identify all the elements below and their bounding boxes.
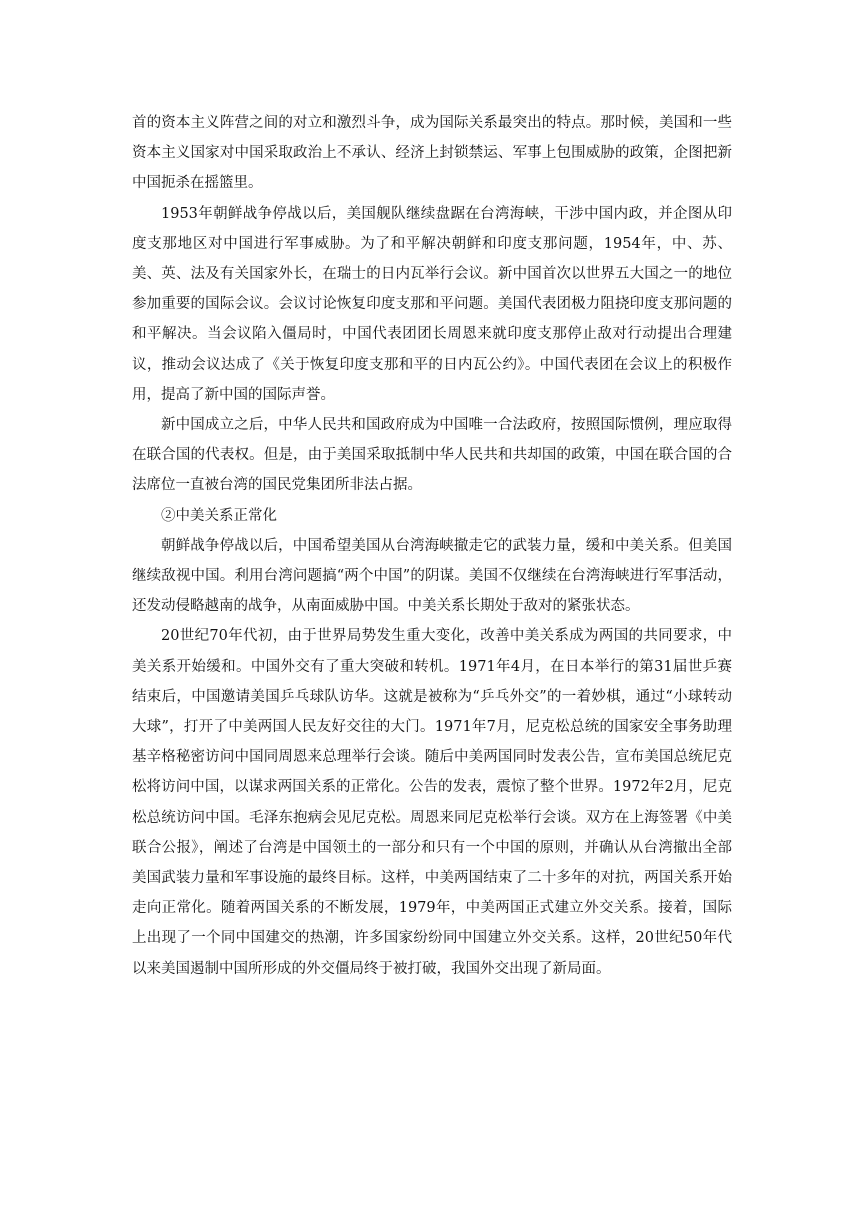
paragraph-continuation: 首的资本主义阵营之间的对立和激烈斗争，成为国际关系最突出的特点。那时候，美国和一些资本主义国家对中国采取政治上不承认、经济上封锁禁运、军事上包围威胁的政策，企图把新中国扼杀在摇篮里。 xyxy=(132,115,732,192)
paragraph-un-seat: 新中国成立之后，中华人民共和国政府成为中国唯一合法政府，按照国际惯例，理应取得在联合国的代表权。但是，由于美国采取抵制中华人民共和共却国的政策，中国在联合国的合法席位一直被台湾的国民党集团所非法占据。 xyxy=(132,417,732,494)
paragraph-normalization: 20世纪70年代初，由于世界局势发生重大变化，改善中美关系成为两国的共同要求，中美关系开始缓和。中国外交有了重大突破和转机。1971年4月，在日本举行的第31届世乒赛结束后，中国邀请美国乒乓球队访华。这就是被称为“乒乓外交”的一着妙棋，通过“小球转动大球”，打开了中美两国人民友好交往的大门。1971年7月，尼克松总统的国家安全事务助理基辛格秘密访问中国同周恩来总理举行会谈。随后中美两国同时发表公告，宣布美国总统尼克松将访问中国，以谋求两国关系的正常化。公告的发表，震惊了整个世界。1972年2月，尼克松总统访问中国。毛泽东抱病会见尼克松。周恩来同尼克松举行会谈。双方在上海签署《中美联合公报》，阐述了台湾是中国领土的一部分和只有一个中国的原则，并确认从台湾撤出全部美国武装力量和军事设施的最终目标。这样，中美两国结束了二十多年的对抗，两国关系开始走向正常化。随着两国关系的不断发展，1979年，中美两国正式建立外交关系。接着，国际上出现了一个同中国建交的热潮，许多国家纷纷同中国建立外交关系。这样，20世纪50年代以来美国遏制中国所形成的外交僵局终于被打破，我国外交出现了新局面。 xyxy=(132,628,732,977)
document-page xyxy=(132,108,732,984)
paragraph-geneva-conference: 1953年朝鲜战争停战以后，美国舰队继续盘踞在台湾海峡，干涉中国内政，并企图从印度支那地区对中国进行军事威胁。为了和平解决朝鲜和印度支那问题，1954年，中、苏、美、英、法及有关国家外长，在瑞士的日内瓦举行会议。新中国首次以世界五大国之一的地位参加重要的国际会议。会议讨论恢复印度支那和平问题。美国代表团极力阻挠印度支那问题的和平解决。当会议陷入僵局时，中国代表团团长周恩来就印度支那停止敌对行动提出合理建议，推动会议达成了《关于恢复印度支那和平的日内瓦公约》。中国代表团在会议上的积极作用，提高了新中国的国际声誉。 xyxy=(132,205,732,403)
paragraph-hostility: 朝鲜战争停战以后，中国希望美国从台湾海峡撤走它的武装力量，缓和中美关系。但美国继续敌视中国。利用台湾问题搞“两个中国”的阴谋。美国不仅继续在台湾海峡进行军事活动，还发动侵略越南的战争，从南面威胁中国。中美关系长期处于敌对的紧张状态。 xyxy=(132,537,732,615)
section-heading-sino-us-normalization: ②中美关系正常化 xyxy=(161,507,277,524)
